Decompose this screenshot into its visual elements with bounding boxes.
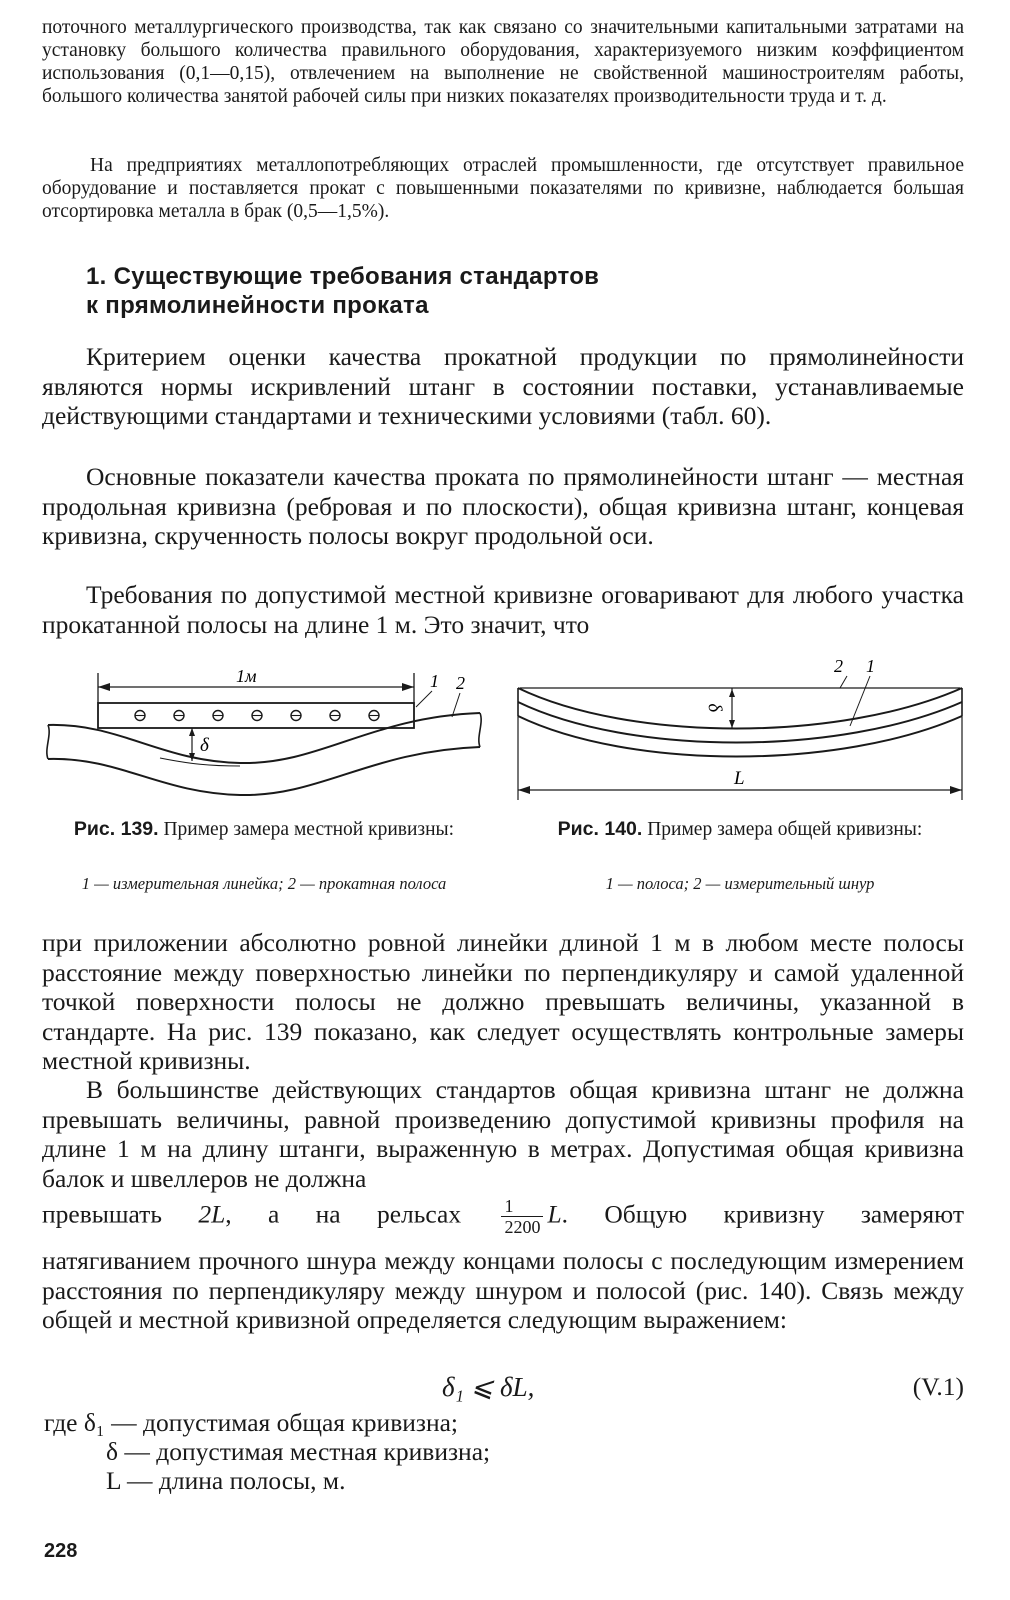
p6-start: превышать (42, 1199, 162, 1229)
fig140-caption-text: Пример замера общей кривизны: (647, 819, 923, 840)
figure-140-total-curvature (510, 650, 970, 800)
body-paragraph-7: натягиванием прочного шнура между концами полосы с последующим измерением расстояния по перпендикуляру между шнуром и полосой (рис. 140). Связь между общей и местной кривизной определяется следующим выражением: (42, 1246, 964, 1335)
body-paragraph-5: В большинстве действующих стандартов общая кривизна штанг не должна превышать величины, равной произведению допустимой кривизны профиля на длине 1 м на длину штанги, выраженную в метрах. Допустимая общая кривизна балок и швеллеров не должна (42, 1075, 964, 1193)
fig139-delta-label: δ (200, 735, 209, 756)
fig140-delta-label: δ (703, 701, 726, 714)
intro-paragraph-1: поточного металлургического производства, так как связано со значительными капитальными затратами на установку большого количества правильного оборудования, характеризуемого низким коэффициентом использования (0,1—0,15), отвлечением на выполнение не свойственной машиностроителям работы, большого количества занятой рабочей силы при низких показателях производительности труда и т. д. (42, 17, 964, 107)
fig139-callout-2: 2 (456, 673, 465, 693)
where-line-3: L — длина полосы, м. (106, 1466, 346, 1495)
p6-end: . Общую кривизну замеряют (561, 1199, 965, 1229)
body-paragraph-4: при приложении абсолютно ровной линейки длиной 1 м в любом месте полосы расстояние между поверхностью линейки по перпендикуляру и самой удаленной точкой поверхности полосы не должно превышать величины, указанной в стандарте. На рис. 139 показано, как следует осуществлять контрольные замеры местной кривизны. (42, 928, 964, 1076)
where-line-1: где δ₁ — допустимая общая кривизна; (44, 1408, 459, 1437)
section-title-line-1: 1. Существующие требования стандартов (86, 263, 600, 290)
fig139-legend: 1 — измерительная линейка; 2 — прокатная полоса (81, 874, 447, 893)
fig139-caption-text: Пример замера местной кривизны: (163, 819, 455, 840)
fig140-callout-1: 1 (866, 656, 875, 676)
fig140-callout-2: 2 (834, 656, 843, 676)
p6-2L: 2L (198, 1199, 226, 1229)
section-title-line-2: к прямолинейности проката (86, 292, 429, 319)
fig140-length-label: L (734, 768, 745, 789)
figure-139-local-curvature (40, 665, 495, 810)
fraction-denominator: 2200 (504, 1217, 541, 1237)
where-line-2: δ — допустимая местная кривизна; (106, 1437, 491, 1466)
formula-v1 (42, 1372, 964, 1404)
body-paragraph-1: Критерием оценки качества прокатной продукции по прямолинейности являются нормы искривлений штанг в состоянии поставки, устанавливаемые действующими стандартами и техническими условиями (табл. 60). (42, 342, 964, 431)
p6-L: L (547, 1199, 562, 1229)
fig139-caption (44, 818, 484, 841)
formula-expression: δ₁ ⩽ δL, (442, 1372, 535, 1402)
fig139-callout-1: 1 (430, 671, 439, 691)
body-paragraph-6 (42, 1196, 964, 1237)
fraction-numerator: 1 (501, 1196, 543, 1217)
section-title (86, 262, 886, 320)
intro-paragraph-2: На предприятиях металлопотребляющих отраслей промышленности, где отсутствует правильное оборудование и поставляется прокат с повышенными показателями по кривизне, наблюдается большая отсортировка металла в брак (0,5—1,5%). (42, 155, 964, 222)
fig140-legend: 1 — полоса; 2 — измерительный шнур (605, 874, 875, 893)
fig140-caption (516, 818, 964, 841)
p6-mid: , а на рельсах (225, 1199, 462, 1229)
fig140-caption-number: Рис. 140. (557, 818, 643, 840)
formula-number: (V.1) (912, 1372, 964, 1401)
fig139-caption-number: Рис. 139. (73, 818, 159, 840)
body-paragraph-2: Основные показатели качества проката по прямолинейности штанг — местная продольная кривизна (ребровая и по плоскости), общая кривизна штанг, концевая кривизна, скрученность полосы вокруг продольной оси. (42, 462, 964, 551)
page-number: 228 (44, 1540, 78, 1562)
fraction-1-2200 (501, 1196, 543, 1237)
fig139-length-label: 1м (236, 666, 257, 686)
body-paragraph-3: Требования по допустимой местной кривизне оговаривают для любого участка прокатанной полосы на длине 1 м. Это значит, что (42, 580, 964, 639)
